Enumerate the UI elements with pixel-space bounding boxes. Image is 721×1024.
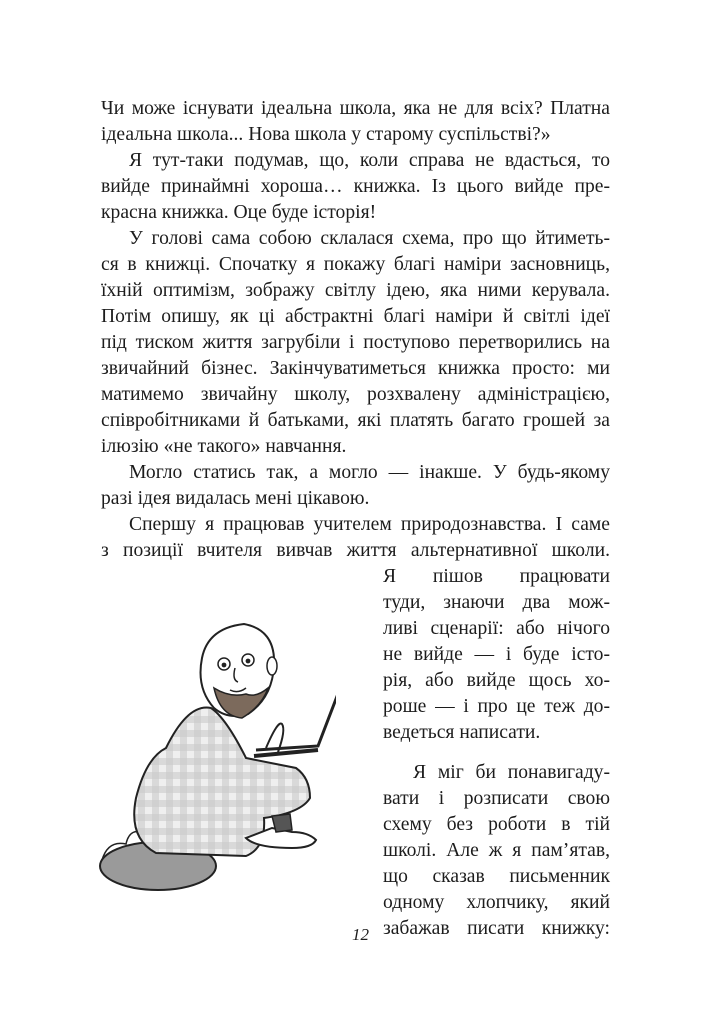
text-line: звичайний бізнес. Закінчуватиметься книжка просто: ми xyxy=(101,358,610,379)
text-line: співробітниками й батьками, які платять багато грошей за xyxy=(101,410,610,431)
text-line: туди, знаючи два мож- xyxy=(383,592,610,613)
text-line: Могло статись так, а могло — інакше. У будь-якому xyxy=(129,462,610,483)
text-line: що сказав письменник xyxy=(383,866,610,887)
page-number: 12 xyxy=(352,925,369,944)
text-line: Чи може існувати ідеальна школа, яка не для всіх? Платна xyxy=(101,98,610,119)
text-line: вати і розписати свою xyxy=(383,788,610,809)
text-line: ливі сценарії: або нічого xyxy=(383,618,610,639)
text-line: ся в книжці. Спочатку я покажу благі наміри засновниць, xyxy=(101,254,610,275)
text-line: Я пішов працювати xyxy=(383,566,610,587)
text-line: роше — і про це теж до- xyxy=(383,696,610,717)
text-line: їхній оптимізм, зображу світлу ідею, яка ними керувала. xyxy=(101,280,610,301)
text-line: одному хлопчику, який xyxy=(383,892,610,913)
text-line: рія, або вийде щось хо- xyxy=(383,670,610,691)
text-line: забажав писати книжку: xyxy=(383,918,610,939)
text-line: Я тут-таки подумав, що, коли справа не вдасться, то xyxy=(129,150,610,171)
text-line: разі ідея видалась мені цікавою. xyxy=(101,488,370,509)
text-line: школі. Але ж я пам’ятав, xyxy=(383,840,610,861)
text-line: з позиції вчителя вивчав життя альтернативної школи. xyxy=(101,540,610,561)
text-line: матимемо звичайну школу, розхвалену адміністрацією, xyxy=(101,384,610,405)
text-line: під тиском життя загрубіли і поступово перетворились на xyxy=(101,332,610,353)
text-line: Спершу я працював учителем природознавства. І саме xyxy=(129,514,610,535)
text-line: ведеться написати. xyxy=(383,722,541,743)
text-line: У голові сама собою склалася схема, про що йтиметь- xyxy=(129,228,610,249)
text-line: ілюзію «не такого» навчання. xyxy=(101,436,347,457)
text-line: схему без роботи в тій xyxy=(383,814,610,835)
text-line: ідеальна школа... Нова школа у старому суспільстві?» xyxy=(101,124,551,145)
text-line: не вийде — і буде істо- xyxy=(383,644,610,665)
man-with-laptop-illustration xyxy=(96,548,336,900)
text-line: Потім опишу, як ці абстрактні благі наміри й світлі ідеї xyxy=(101,306,610,327)
text-line: Я міг би понавигаду- xyxy=(413,762,610,783)
text-line: красна книжка. Оце буде історія! xyxy=(101,202,377,223)
text-line: вийде принаймні хороша… книжка. Із цього вийде пре- xyxy=(101,176,610,197)
